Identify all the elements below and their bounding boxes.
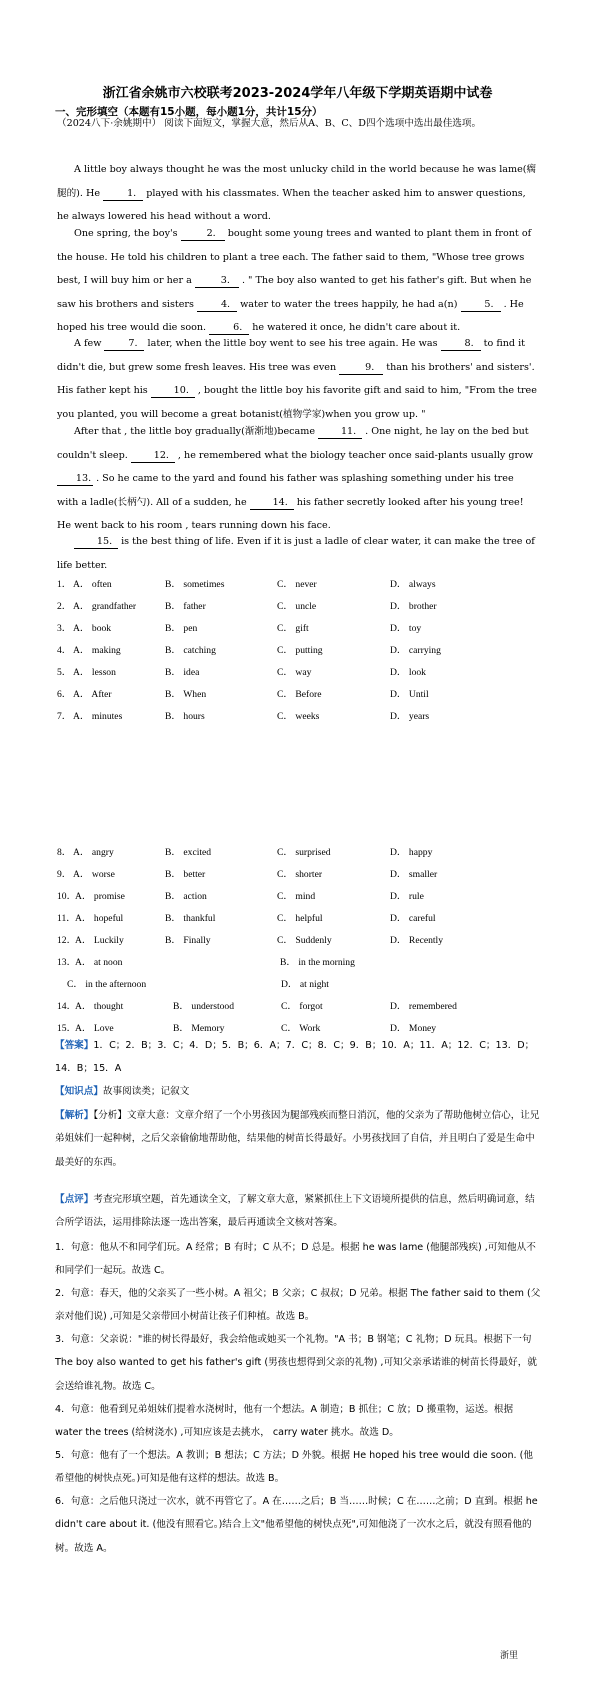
explanation-2: 2．句意：春天，他的父亲买了一些小树。A 祖父；B 父亲；C 叔叔；D 兄弟。根据 The father said to them (父亲对他们说) ,可知是父亲带回小树苗让孩子们种植。故选 B。 [55,1288,541,1323]
option-row-1: 1． A． often B． sometimes C． never D． always [57,579,436,590]
option-row-7: 7． A． minutes B． hours C． weeks D． years [57,711,430,722]
blank-3: 3. [195,275,239,288]
blank-10: 10. [151,385,195,398]
blank-15: 15. [74,536,118,549]
option-row-5: 5． A． lesson B． idea C． way D． look [57,667,426,678]
section-heading: 一、完形填空（本题有15小题，每小题1分，共计15分） [55,106,323,118]
blank-14: 14. [250,497,294,510]
blank-5: 5. [461,299,501,312]
comment-tag: 【点评】 [55,1194,94,1205]
explanation-4: 4．句意：他看到兄弟姐妹们提着水浇树时，他有一个想法。A 制造；B 抓住；C 放；D 搬重物，运送。根据 water the trees (给树浇水) ,可知应该是去挑水， carry water 挑水。故选 D。 [55,1404,514,1439]
explanation-3: 3．句意：父亲说："谁的树长得最好，我会给他或她买一个礼物。"A 书；B 钢笔；C 礼物；D 玩具。根据下一句 The boy also wanted to get his father's gift (男孩也想得到父亲的礼物) ,可知父亲承诺谁的树苗长得最好，就会送给谁礼物。故选 C。 [55,1334,537,1392]
explanation-1: 1．句意：他从不和同学们玩。A 经常；B 有时；C 从不；D 总是。根据 he was lame (他腿部残疾) ,可知他从不和同学们一起玩。故选 C。 [55,1242,536,1277]
passage-paragraph-3: A few 7. later, when the little boy went to see his tree again. He was 8. to find it didn't die, but grew some fresh leaves. His tree was even 9. than his brothers' and sisters'. His father kept his 10. , bought the little boy his favorite gift and said to him, "From the tree you planted, you will become a great botanist(植物学家)when you grow up. " [57,338,537,420]
blank-11: 11. [318,426,362,439]
option-row-4: 4． A． making B． catching C． putting D． carrying [57,645,441,656]
passage-paragraph-4: After that , the little boy gradually(渐渐地)became 11. . One night, he lay on the bed but couldn't sleep. 12. , he remembered what the biology teacher once said-plants usually grow 13. . So he came to the yard and found his father was splashing something under his tree with a ladle(长柄勺). All of a sudden, he 14. his father secretly looked after his young tree! He went back to his room , tears running down his face. [57,426,534,531]
analysis-block: 【解析】【分析】文章大意：文章介绍了一个小男孩因为腿部残疾而整日消沉，他的父亲为了帮助他树立信心，让兄弟姐妹们一起种树，之后父亲偷偷地帮助他，结果他的树苗长得最好。小男孩找回了自信，并且明白了爱是生命中最美好的东西。 [55,1110,540,1168]
page-title: 浙江省余姚市六校联考2023-2024学年八年级下学期英语期中试卷 [102,86,493,101]
comment-block: 【点评】考查完形填空题，首先通读全文，了解文章大意，紧紧抓住上下文语境所提供的信息，然后明确词意，结合所学语法，运用排除法逐一选出答案，最后再通读全文核对答案。 [55,1194,535,1229]
analysis-tag: 【解析】 [55,1110,94,1121]
explanation-6: 6．句意：之后他只浇过一次水，就不再管它了。A 在……之后；B 当……时候；C 在……之前；D 直到。根据 he didn't care about it. (他没有照看它。)结合上文"他希望他的树快点死",可知他浇了一次水之后，就没有照看他的树。故选 A。 [55,1496,538,1554]
blank-13: 13. [57,473,93,486]
passage-paragraph-1: A little boy always thought he was the most unlucky child in the world because he was lame(瘸腿的). He 1. played with his classmates. When the teacher asked him to answer questions, he always lowered his head without a word. [57,164,537,222]
knowledge-block: 【知识点】故事阅读类；记叙文 [55,1086,190,1097]
blank-2: 2. [181,228,225,241]
blank-12: 12. [131,450,175,463]
answer-block: 【答案】1．C；2．B；3．C；4．D；5．B；6．A；7．C；8．C；9．B；10．A；11．A；12．C；13．D；14．B；15．A [55,1040,535,1075]
passage-paragraph-5: 15. is the best thing of life. Even if it is just a ladle of clear water, it can make the tree of life better. [57,536,535,571]
answer-tag: 【答案】 [55,1040,94,1051]
option-row-9: 9． A． worse B． better C． shorter D． smaller [57,869,438,880]
instructions: （2024八下·余姚期中） 阅读下面短文，掌握大意，然后从A、B、C、D四个选项中选出最佳选项。 [57,118,482,129]
blank-9: 9. [339,362,383,375]
option-row-13b: C． in the afternoon D． at night [67,979,329,990]
option-row-15: 15． A． Love B． Memory C． Work D． Money [57,1023,437,1034]
option-row-12: 12． A． Luckily B． Finally C． Suddenly D． Recently [57,935,444,946]
option-row-8: 8． A． angry B． excited C． surprised D． happy [57,847,433,858]
option-row-14: 14． A． thought B． understood C． forgot D． remembered [57,1001,457,1012]
blank-7: 7. [104,338,144,351]
option-row-3: 3． A． book B． pen C． gift D． toy [57,623,422,634]
blank-6: 6. [209,322,249,335]
knowledge-tag: 【知识点】 [55,1086,103,1097]
option-row-2: 2． A． grandfather B． father C． uncle D． brother [57,601,437,612]
option-row-13a: 13． A． at noon B． in the morning [57,957,355,968]
option-row-10: 10． A． promise B． action C． mind D． rule [57,891,424,902]
blank-4: 4. [197,299,237,312]
passage-paragraph-2: One spring, the boy's 2. bought some young trees and wanted to plant them in front of the house. He told his children to plant a tree each. The father said to them, "Whose tree grows best, I will buy him or her a 3. . " The boy also wanted to get his father's gift. But when he saw his brothers and sisters 4. water to water the trees happily, he had a(n) 5. . He hoped his tree would die soon. 6. he watered it once, he didn't care about it. [57,228,532,333]
explanation-5: 5．句意：他有了一个想法。A 教训；B 想法；C 方法；D 外貌。根据 He hoped his tree would die soon. (他希望他的树快点死。)可知是他有这样的想法。故选 B。 [55,1450,533,1485]
option-row-6: 6． A． After B． When C． Before D． Until [57,689,429,700]
option-row-11: 11． A． hopeful B． thankful C． helpful D． careful [57,913,436,924]
blank-8: 8. [441,338,481,351]
page-footer: 浙里 [500,1651,519,1661]
blank-1: 1. [103,188,143,201]
